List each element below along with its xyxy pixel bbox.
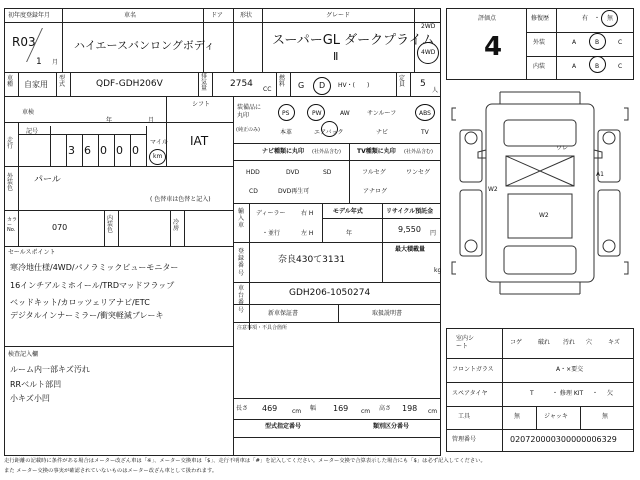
- tools-label: 工具: [458, 413, 471, 420]
- registration-value: 奈良430て3131: [278, 255, 346, 265]
- class-label: 類別区分番号: [373, 423, 410, 430]
- spare-sep: ・: [592, 390, 599, 397]
- fuel-d: D: [319, 81, 326, 90]
- kind-label: 車種: [7, 75, 14, 88]
- drive-4wd: 4WD: [421, 49, 436, 56]
- navi-label: ナビ種類に丸印: [262, 148, 305, 155]
- equip-navi: ナビ: [376, 129, 389, 136]
- door-label: ドア: [211, 12, 223, 19]
- fuel-g: G: [298, 81, 305, 90]
- warranty-label-2: 取扱説明書: [372, 310, 403, 317]
- fuel-d-circle: [313, 77, 331, 95]
- navi-cd: CD: [249, 188, 258, 195]
- sales-point-4: デジタルインナーミラー/衝突軽減ブレーキ: [10, 311, 164, 320]
- navi-dvd-play: DVD再生可: [278, 188, 310, 195]
- type-spec-label: 型式指定番号: [265, 423, 302, 430]
- management-value: 020720000300000006329: [510, 435, 617, 444]
- model-year-unit: 年: [346, 230, 353, 237]
- capacity-unit: 人: [432, 87, 439, 94]
- shift-value: IAT: [190, 134, 209, 148]
- tv-fullseg: フルセグ: [362, 169, 386, 176]
- length-value: 469: [262, 404, 278, 413]
- warranty-label-1: 新車保証書: [268, 310, 299, 317]
- sheet-stain: 汚れ: [563, 339, 576, 346]
- mileage-label: 走行: [7, 137, 14, 150]
- import-left-handle: 左 H: [301, 230, 314, 237]
- equip-ps-circle: [278, 104, 295, 121]
- repair-none: 無: [607, 15, 614, 22]
- equip-airbag-circle: [321, 121, 338, 137]
- year-value: R03: [12, 35, 36, 49]
- fuel-label: 燃料: [279, 75, 286, 88]
- width-value: 169: [333, 404, 349, 413]
- color-note: ( 色替車は色替と記入): [150, 196, 211, 203]
- equip-abs: ABS: [419, 110, 431, 117]
- sales-point-3: ベッドキット/カロッツェリアナビ/ETC: [10, 298, 150, 307]
- inspector-item-2: RRベルト部凹: [10, 380, 62, 389]
- mileage-digits-label: 記号: [26, 128, 39, 135]
- grade-label: グレード: [326, 12, 351, 19]
- diagram-mark-a1: A1: [596, 171, 604, 178]
- tv-note: (社外品含む): [404, 149, 433, 155]
- equip-abs-circle: [415, 104, 435, 121]
- equip-ps: PS: [282, 110, 290, 117]
- jack-label: ジャッキ: [544, 413, 568, 420]
- jack-value: 無: [602, 413, 609, 420]
- mileage-digit-3: 0: [100, 144, 107, 157]
- diagram-mark-w2-rear: W2: [539, 212, 549, 219]
- recycle-label: リサイクル預託金: [386, 208, 434, 215]
- tv-label: TV種類に丸印: [357, 148, 396, 155]
- width-label: 幅: [310, 405, 317, 412]
- sheet-burn: コゲ: [510, 339, 523, 346]
- mileage-unit-mile: マイル: [150, 139, 168, 146]
- drive-4wd-circle: [417, 42, 439, 64]
- repair-none-circle: [601, 10, 618, 27]
- mileage-digit-4: 0: [116, 144, 123, 157]
- equip-pw: PW: [312, 110, 322, 117]
- sheet-hole: 穴: [586, 339, 593, 346]
- aircon-label: 冷房: [173, 219, 180, 232]
- navi-sd: SD: [323, 169, 332, 176]
- notes-label: 注意事項・不具合箇所: [237, 325, 288, 331]
- sheet-scratch: キズ: [608, 339, 620, 346]
- interior-label: 内装: [533, 63, 546, 70]
- inspection-month-unit: 月: [148, 117, 155, 124]
- footer-line-2: また メーター交換の事実が確認されていないものはメーター改ざん車として扱われます。: [4, 468, 218, 474]
- grade-value: スーパーGL ダークプライム: [272, 33, 435, 48]
- equip-airbag: エアバック: [314, 129, 344, 136]
- height-value: 198: [402, 404, 418, 413]
- color-value: パール: [34, 175, 61, 185]
- inspector-report-label: 検査記入欄: [8, 351, 39, 358]
- car-name-value: ハイエースバンロングボディ: [74, 39, 215, 52]
- equip-aw: AW: [340, 110, 350, 117]
- import-right-handle: 右 H: [301, 210, 314, 217]
- disp-unit: CC: [263, 86, 272, 93]
- width-unit: cm: [361, 408, 371, 415]
- import-dealer: ディーラー: [256, 210, 286, 217]
- sales-point-1: 寒冷地仕様/4WD/パノラミックビューモニター: [10, 263, 179, 272]
- exterior-a: A: [572, 39, 577, 46]
- sales-points-label: セールスポイント: [8, 249, 56, 256]
- spare-tire-label: スペアタイヤ: [452, 390, 488, 397]
- recycle-unit: 円: [430, 230, 437, 237]
- max-load-unit: kg: [434, 267, 442, 274]
- exterior-label: 外装: [533, 39, 546, 46]
- grade-value-2: Ⅱ: [333, 50, 339, 63]
- mileage-unit-km: km: [153, 153, 163, 160]
- inspector-item-1: ルーム内一部キズ汚れ: [10, 365, 90, 374]
- month-value: 1: [36, 57, 42, 67]
- disp-value: 2754: [230, 79, 253, 89]
- navi-dvd: DVD: [286, 169, 300, 176]
- drive-2wd: 2WD: [421, 23, 436, 30]
- import-label: 輸入車: [238, 208, 245, 230]
- exterior-b: B: [595, 39, 600, 46]
- inspection-year-unit: 年: [106, 117, 113, 124]
- length-label: 長さ: [236, 405, 249, 412]
- exterior-b-circle: [589, 33, 606, 50]
- tv-analog: アナログ: [363, 188, 388, 195]
- inspector-item-3: 小キズ小凹: [10, 394, 50, 403]
- score-label: 評価点: [478, 15, 497, 22]
- equip-sunroof: サンルーフ: [367, 110, 397, 117]
- max-load-label: 最大積載量: [395, 246, 426, 253]
- first-reg-label: 初年度登録年月: [8, 12, 51, 19]
- interior-a: A: [572, 63, 577, 70]
- mileage-digit-2: 6: [84, 144, 91, 157]
- exterior-c: C: [618, 39, 623, 46]
- equip-tv: TV: [421, 129, 429, 136]
- chassis-label: 車台番号: [238, 285, 245, 314]
- spare-t: T: [530, 390, 534, 397]
- mileage-digit-5: 0: [132, 144, 139, 157]
- shape-label: 形状: [240, 12, 253, 19]
- chassis-value: GDH206-1050274: [289, 288, 371, 298]
- spare-missing: 欠: [607, 390, 614, 397]
- month-unit: 月: [52, 59, 59, 66]
- windshield-value: A・×要交: [556, 366, 584, 373]
- mileage-digit-1: 3: [68, 144, 75, 157]
- navi-hdd: HDD: [246, 169, 260, 176]
- import-parallel: ・並行: [262, 230, 281, 237]
- length-unit: cm: [292, 408, 302, 415]
- equip-pw-circle: [307, 104, 325, 121]
- car-name-label: 車名: [124, 12, 137, 19]
- height-label: 高さ: [379, 405, 392, 412]
- height-unit: cm: [428, 408, 438, 415]
- navi-note: (社外品含む): [312, 149, 341, 155]
- interior-b-circle: [589, 56, 606, 73]
- tools-value: 無: [514, 413, 521, 420]
- inspection-label: 車検: [22, 109, 35, 116]
- model-value: QDF-GDH206V: [96, 79, 163, 89]
- diagram-mark-crack: ワレ: [556, 145, 569, 152]
- shift-label: シフト: [192, 101, 211, 108]
- color-no-label: カラーNo.: [7, 217, 18, 233]
- equipment-sub-label: (純正のみ): [236, 127, 260, 133]
- fuel-hv: HV・( ): [338, 82, 370, 89]
- mileage-km-circle: [149, 149, 166, 165]
- sheet-tear: 破れ: [538, 339, 551, 346]
- interior-b: B: [595, 63, 600, 70]
- color-no-value: 070: [52, 223, 68, 232]
- recycle-value: 9,550: [398, 225, 421, 234]
- color-label: 外装色: [7, 173, 14, 192]
- capacity-label: 定員: [399, 75, 406, 88]
- management-label: 管理番号: [452, 436, 477, 443]
- vehicle-diagram: [446, 86, 634, 306]
- interior-c: C: [618, 63, 623, 70]
- equip-leather: 本革: [280, 129, 293, 136]
- use-value: 自家用: [24, 80, 48, 89]
- footer-line-1: 走行距離の記載時に条件がある場合はメーター改ざん車は「※」、メーター交換車は「$」、走行不明車は「#」を記入してください。メーター交換で合算表示した場合にも「$」は必ず記入してください。: [4, 458, 486, 464]
- score-value: 4: [484, 32, 503, 62]
- sales-point-2: 16インチアルミホイール/TRDマッドフラップ: [10, 281, 175, 290]
- model-label: 型式: [59, 75, 66, 88]
- spare-kit: ・ 修理 KIT: [552, 390, 584, 397]
- tv-oneseg: ワンセグ: [406, 169, 431, 176]
- capacity-value: 5: [420, 79, 426, 89]
- disp-label: 排気量: [201, 73, 208, 92]
- equipment-label: 装備品に丸印: [237, 104, 262, 119]
- interior-color-label: 内装色: [107, 215, 114, 234]
- registration-label: 登録番号: [238, 248, 245, 277]
- interior-sheet-label: 室内シート: [456, 335, 475, 350]
- repair-label: 修復歴: [531, 15, 550, 22]
- diagram-mark-w2-left: W2: [488, 186, 498, 193]
- model-year-label: モデル年式: [333, 208, 363, 215]
- repair-options: 有 ・: [582, 15, 601, 22]
- windshield-label: フロントガラス: [452, 366, 494, 373]
